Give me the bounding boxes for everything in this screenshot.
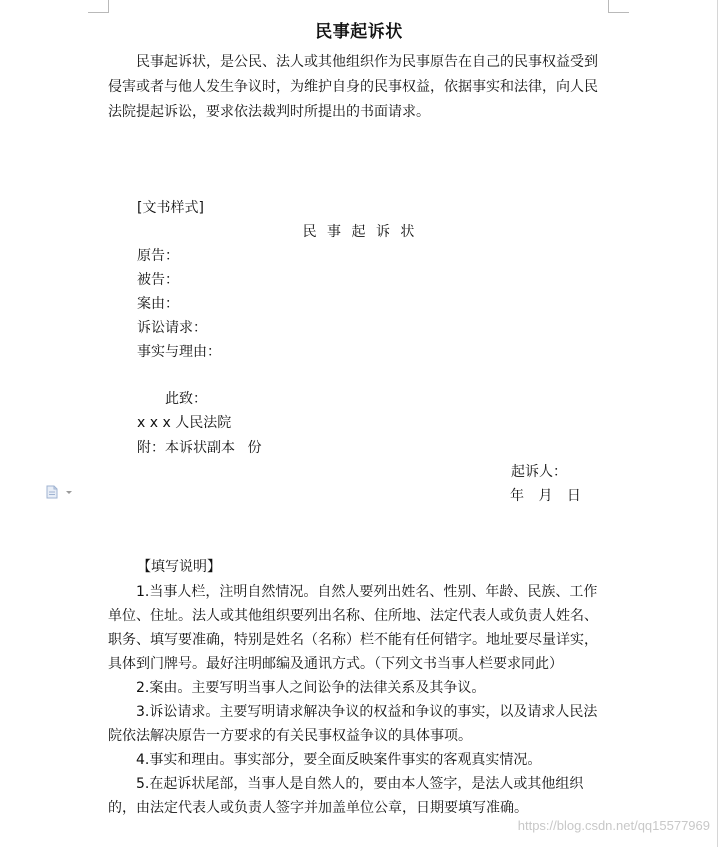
court-name: x x x 人民法院 [137,415,232,431]
template-label: [文书样式] [137,200,204,216]
intro-paragraph: 民事起诉状，是公民、法人或其他组织作为民事原告在自己的民事权益受到侵害或者与他人发生争议时，为维护自身的民事权益，依据事实和法律，向人民法院提起诉讼，要求依法裁判时所提出的书面请求。 [108,54,598,120]
field-plaintiff: 原告： [137,248,179,264]
note-item: 1.当事人栏，注明自然情况。自然人要列出姓名、性别、年龄、民族、工作单位、住址。法人或其他组织要列出名称、住所地、法定代表人或负责人姓名、职务、填写要准确，特别是姓名（名称）栏不能有任何错字。地址要尽量详实，具体到门牌号。最好注明邮编及通讯方式。（下列文书当事人栏要求同此） [108,584,598,672]
greeting: 此致： [165,391,207,407]
field-cause: 案由： [137,296,179,312]
watermark: https://blog.csdn.net/qq15577969 [517,818,710,833]
field-claims: 诉讼请求： [137,320,207,336]
notes-section [108,580,608,820]
note-item: 4.事实和理由。事实部分，要全面反映案件事实的客观真实情况。 [136,752,542,768]
document-title: 民事起诉状 [315,22,403,42]
margin-corner-left [88,0,109,13]
plaintiff-signature: 起诉人： [511,464,567,480]
notes-title: 【填写说明】 [137,559,221,575]
field-facts-reasons: 事实与理由： [137,344,221,360]
note-item: 2.案由。主要写明当事人之间讼争的法律关系及其争议。 [136,680,486,696]
document-icon[interactable] [46,484,74,498]
field-defendant: 被告： [137,272,179,288]
template-title: 民 事 起 诉 状 [302,224,416,240]
note-item: 5.在起诉状尾部，当事人是自然人的，要由本人签字，是法人或其他组织的，由法定代表人或负责人签字并加盖单位公章，日期要填写准确。 [108,776,584,816]
date-line: 年 月 日 [510,488,581,504]
margin-corner-right [608,0,629,13]
note-item: 3.诉讼请求。主要写明请求解决争议的权益和争议的事实，以及请求人民法院依法解决原告一方要求的有关民事权益争议的具体事项。 [108,704,598,744]
attachment-line: 附：本诉状副本 份 [137,440,262,456]
